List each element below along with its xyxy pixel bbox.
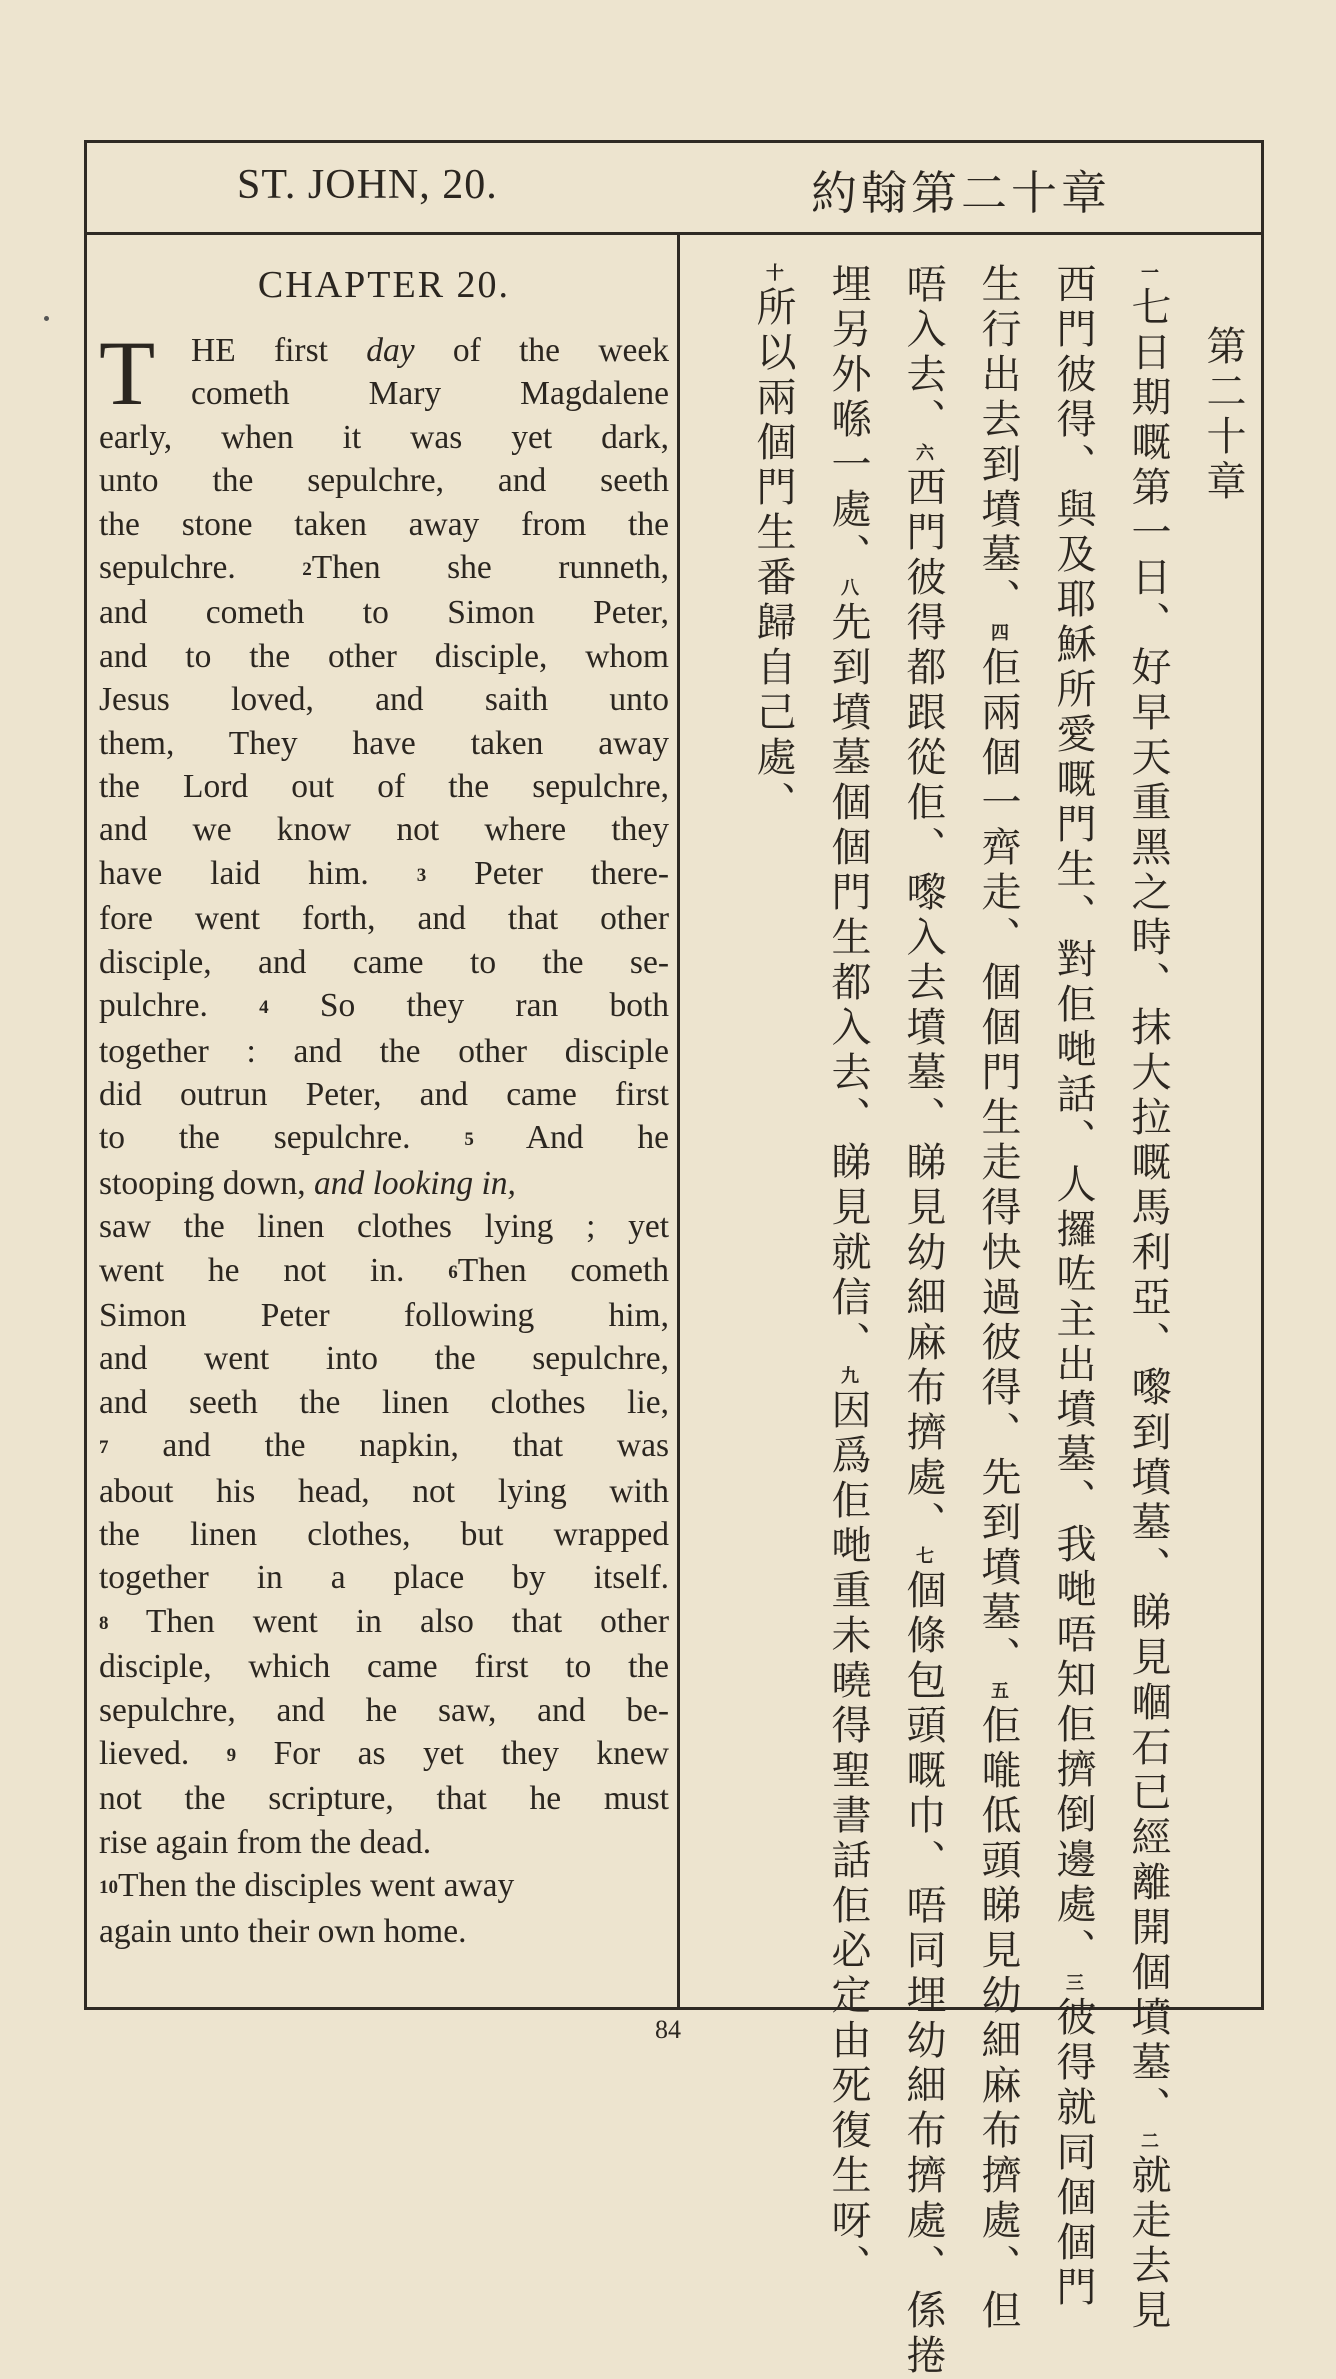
ink-speck <box>44 316 49 321</box>
chinese-text: 七日期嘅第一日、好早天重黑之時、抹大拉嘅馬利亞、嚟到墳墓、睇見嗰石已經離開個墳墓、 <box>1125 286 1171 2131</box>
verse-text: not the scripture, that he must <box>99 1780 669 1818</box>
verse-line <box>99 765 669 808</box>
verse-line <box>99 1689 669 1732</box>
verse-text: Simon Peter following him, <box>99 1296 669 1334</box>
verse-line <box>99 722 669 765</box>
chinese-verse-column <box>825 263 871 2289</box>
verse-text: together : and the other disciple <box>99 1032 669 1070</box>
verse-text: unto the sepulchre, and seeth <box>99 462 669 500</box>
chinese-verse-number: 六 <box>913 443 934 466</box>
chinese-verse-column <box>750 263 796 826</box>
chinese-chapter-heading <box>1200 325 1246 505</box>
verse-text: sepulchre, and he saw, and be- <box>99 1691 669 1729</box>
verse-text: and we know not where they <box>99 811 669 849</box>
chinese-text: 彼得就同個個門 <box>1050 1996 1096 2311</box>
verse-text: early, when it was yet dark, <box>99 418 669 456</box>
chinese-verse-column <box>900 263 946 2379</box>
verse-line <box>99 329 669 372</box>
verse-line <box>99 808 669 851</box>
verse-line <box>99 1337 669 1380</box>
verse-line <box>99 1600 669 1645</box>
chinese-verse-number: 七 <box>913 1546 934 1569</box>
verse-number: 10 <box>99 1877 118 1899</box>
verse-number: 7 <box>99 1437 109 1459</box>
verse-text: For as yet they knew <box>236 1735 669 1772</box>
verse-line <box>99 1777 669 1820</box>
verse-text: of the week <box>414 332 669 369</box>
verse-line <box>99 1910 669 1953</box>
verse-text: together in a place by itself. <box>99 1559 669 1597</box>
chinese-verse-number: 五 <box>988 1681 1009 1704</box>
verse-line <box>99 1162 669 1205</box>
english-column <box>99 263 669 1953</box>
italic-text: day <box>366 332 415 369</box>
verse-number: 9 <box>226 1745 237 1766</box>
chinese-text: 第二十章 <box>1200 325 1246 505</box>
chinese-text: 佢兩個一齊走、個個門生走得快過彼得、先到墳墓、 <box>975 646 1021 1681</box>
chinese-text: 因爲佢哋重未曉得聖書話佢必定由死復生呀、 <box>825 1389 871 2289</box>
chinese-text: 就走去見 <box>1125 2154 1171 2334</box>
chinese-verse-column <box>1125 263 1171 2334</box>
verse-line <box>99 1116 669 1161</box>
chinese-text: 生行出去到墳墓、 <box>975 263 1021 623</box>
chinese-text: 西門彼得都跟從佢、嚟入去墳墓、睇見幼細麻布擠處、 <box>900 466 946 1546</box>
verse-text: disciple, which came first to the <box>99 1648 669 1686</box>
header-chinese: 約翰第二十章 <box>811 166 1111 220</box>
verse-text: again unto their own home. <box>99 1912 467 1950</box>
verse-text: And he <box>473 1119 670 1157</box>
verse-number: 6 <box>448 1261 458 1283</box>
chinese-verse-number: 四 <box>988 623 1009 646</box>
verse-text: Then cometh <box>457 1251 670 1289</box>
verse-text: So they ran both <box>268 987 670 1025</box>
chinese-text: 所以兩個門生番歸自己處、 <box>750 286 796 826</box>
verse-text: Then went in also that other <box>108 1602 669 1640</box>
verse-line <box>99 1424 669 1469</box>
verse-line <box>99 1470 669 1513</box>
running-header <box>87 143 1261 235</box>
verse-text: HE first <box>191 332 367 369</box>
chinese-text: 埋另外喺一處、 <box>825 263 871 578</box>
english-verse-text <box>99 322 670 1953</box>
verse-line <box>99 897 669 940</box>
drop-cap: T <box>99 322 156 424</box>
chinese-text: 西門彼得、與及耶穌所愛嘅門生、對佢哋話、人攞咗主出墳墓、我哋唔知佢擠倒邊處、 <box>1050 263 1096 1973</box>
verse-line <box>99 635 669 678</box>
verse-text: about his head, not lying with <box>99 1472 669 1510</box>
chapter-title: CHAPTER 20. <box>257 264 511 306</box>
verse-text: the Lord out of the sepulchre, <box>99 768 669 806</box>
header-english: ST. JOHN, 20. <box>237 162 498 208</box>
verse-text: Then the disciples went away <box>118 1867 515 1905</box>
verse-line <box>99 1864 669 1909</box>
verse-text: pulchre. <box>99 987 260 1025</box>
verse-text: the stone taken away from the <box>99 505 669 543</box>
verse-line <box>99 546 669 591</box>
verse-text: stooping down, <box>99 1164 314 1202</box>
chinese-verse-column <box>1050 263 1096 2311</box>
verse-line <box>99 852 669 897</box>
verse-number: 8 <box>99 1612 109 1634</box>
chinese-verse-number: 二 <box>1138 2131 1159 2154</box>
verse-number: 4 <box>259 997 269 1019</box>
verse-text: to the sepulchre. <box>99 1119 465 1157</box>
verse-text: lieved. <box>99 1735 227 1772</box>
verse-line <box>99 1381 669 1424</box>
verse-line <box>99 1030 669 1073</box>
page-number: 84 <box>655 2015 681 2044</box>
verse-text: did outrun Peter, and came first <box>99 1075 669 1113</box>
verse-text: them, They have taken away <box>99 724 669 762</box>
verse-line <box>99 1513 669 1556</box>
verse-text: sepulchre. <box>99 549 303 587</box>
verse-line <box>99 1249 669 1294</box>
verse-text: went he not in. <box>99 1251 449 1289</box>
chinese-text: 個條包頭嘅巾、唔同埋幼細布擠處、係捲 <box>900 1569 946 2379</box>
verse-line <box>99 459 669 502</box>
verse-text: Peter there- <box>426 854 669 892</box>
verse-line <box>99 1073 669 1116</box>
chinese-verse-number: 一 <box>1138 263 1159 286</box>
verse-text: cometh Mary Magdalene <box>191 375 669 413</box>
chinese-verse-number: 三 <box>1063 1973 1084 1996</box>
italic-text: and looking in, <box>313 1164 516 1202</box>
verse-line <box>99 984 669 1029</box>
verse-line <box>99 1556 669 1599</box>
chinese-text: 佢𠹌低頭睇見幼細麻布擠處、但 <box>975 1704 1021 2334</box>
chinese-verse-number: 八 <box>838 578 859 601</box>
chinese-text: 唔入去、 <box>900 263 946 443</box>
chinese-column <box>683 239 1263 2379</box>
verse-text: and the napkin, that was <box>108 1427 669 1465</box>
verse-line <box>99 678 669 721</box>
verse-text: saw the linen clothes lying ; yet <box>99 1208 669 1246</box>
chinese-verse-column <box>975 263 1021 2334</box>
verse-number: 2 <box>302 559 312 581</box>
verse-line <box>99 503 669 546</box>
verse-text: the linen clothes, but wrapped <box>99 1515 669 1553</box>
column-divider <box>677 235 680 2010</box>
verse-text: disciple, and came to the se- <box>99 943 669 981</box>
verse-line <box>99 1294 669 1337</box>
verse-line <box>99 1205 669 1248</box>
verse-text: fore went forth, and that other <box>99 900 669 938</box>
verse-text: have laid him. <box>99 854 417 892</box>
verse-line <box>99 372 669 415</box>
verse-text: Then she runneth, <box>311 549 670 587</box>
verse-line <box>99 1645 669 1688</box>
verse-line <box>99 941 669 984</box>
verse-line <box>99 1732 669 1777</box>
verse-line <box>99 1821 669 1864</box>
chinese-verse-number: 十 <box>763 263 784 286</box>
verse-text: and to the other disciple, whom <box>99 637 669 675</box>
verse-text: and cometh to Simon Peter, <box>99 594 669 632</box>
verse-line <box>99 591 669 634</box>
verse-text: and went into the sepulchre, <box>99 1340 669 1378</box>
verse-text: and seeth the linen clothes lie, <box>99 1383 669 1421</box>
verse-text: Jesus loved, and saith unto <box>99 681 669 719</box>
verse-number: 3 <box>416 864 427 886</box>
verse-number: 5 <box>464 1129 474 1151</box>
chinese-verse-number: 九 <box>838 1366 859 1389</box>
verse-line <box>99 416 669 459</box>
verse-text: rise again from the dead. <box>99 1823 432 1861</box>
chinese-text: 先到墳墓個個門生都入去、睇見就信、 <box>825 601 871 1366</box>
